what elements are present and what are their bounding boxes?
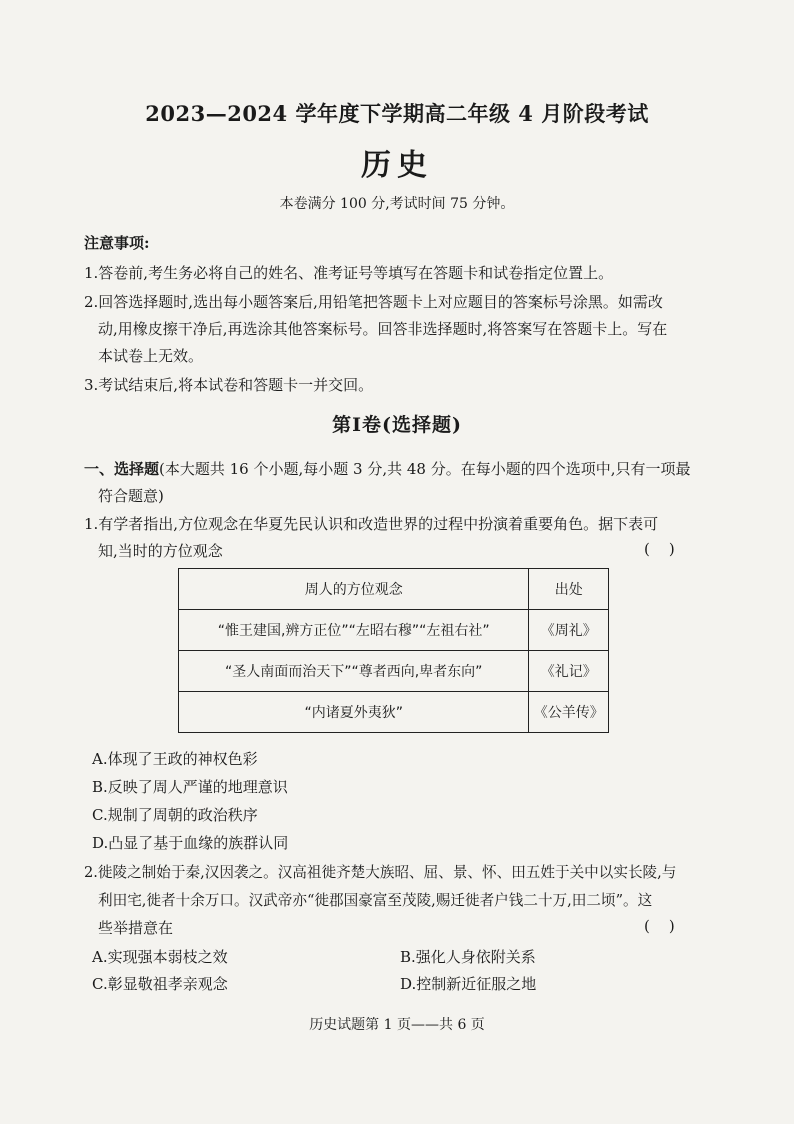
q1-option-c: C.规制了周朝的政治秩序 [92,806,258,824]
table-row [179,651,609,692]
q1-option-d: D.凸显了基于血缘的族群认同 [92,834,289,852]
q2-option-b: B.强化人身依附关系 [400,948,536,966]
q2-option-c: C.彰显敬祖孝亲观念 [92,975,228,993]
notes-line-4: 本试卷上无效。 [98,347,204,365]
table-header-row [179,569,609,610]
q2-option-d: D.控制新近征服之地 [400,975,537,993]
table-cell-concept: “内诸夏外夷狄” [179,692,529,733]
table-row [179,610,609,651]
section-instruction-label: 一、选择题 [84,460,160,478]
section-title: 第Ⅰ卷(选择题) [332,414,462,436]
q2-answer-paren: ( ) [644,917,675,935]
notes-line-5: 3.考试结束后,将本试卷和答题卡一并交回。 [84,376,374,394]
table-cell-source: 《公羊传》 [529,692,609,733]
subject-title: 历史 [361,148,433,183]
q1-stem-line-2: 知,当时的方位观念 [98,542,223,560]
table-header-concept: 周人的方位观念 [179,569,529,610]
q2-option-a: A.实现强本弱枝之效 [92,948,228,966]
table-cell-concept: “惟王建国,辨方正位”“左昭右穆”“左祖右社” [179,610,529,651]
section-instruction [84,458,691,479]
notes-title: 注意事项: [84,234,150,252]
table-cell-concept: “圣人南面而治天下”“尊者西向,卑者东向” [179,651,529,692]
exam-title: 2023—2024 学年度下学期高二年级 4 月阶段考试 [145,101,649,126]
notes-line-3: 动,用橡皮擦干净后,再选涂其他答案标号。回答非选择题时,将答案写在答题卡上。写在 [98,320,668,338]
section-instruction-text: (本大题共 16 个小题,每小题 3 分,共 48 分。在每小题的四个选项中,只有一项最 [159,460,691,478]
q1-option-b: B.反映了周人严谨的地理意识 [92,778,288,796]
q2-stem-line-2: 利田宅,徙者十余万口。汉武帝亦“徙郡国豪富至茂陵,赐迁徙者户钱二十万,田二顷”。这 [98,892,653,909]
q1-option-a: A.体现了王政的神权色彩 [92,750,258,768]
q2-stem-line-3: 些举措意在 [98,919,174,937]
notes-line-2: 2.回答选择题时,选出每小题答案后,用铅笔把答题卡上对应题目的答案标号涂黑。如需改 [84,293,663,311]
table-header-source: 出处 [529,569,609,610]
page-footer: 历史试题第 1 页——共 6 页 [309,1017,485,1033]
score-info: 本卷满分 100 分,考试时间 75 分钟。 [279,196,515,212]
table-row [179,692,609,733]
table-cell-source: 《礼记》 [529,651,609,692]
q1-stem-line-1: 1.有学者指出,方位观念在华夏先民认识和改造世界的过程中扮演着重要角色。据下表可 [84,515,659,533]
notes-line-1: 1.答卷前,考生务必将自己的姓名、准考证号等填写在答题卡和试卷指定位置上。 [84,264,614,282]
q2-stem-line-1: 2.徙陵之制始于秦,汉因袭之。汉高祖徙齐楚大族昭、屈、景、怀、田五姓于关中以实长陵,与 [84,864,677,881]
section-instruction-line-2: 符合题意) [98,487,164,505]
q1-answer-paren: ( ) [644,540,675,558]
q1-source-table [178,568,609,733]
table-cell-source: 《周礼》 [529,610,609,651]
